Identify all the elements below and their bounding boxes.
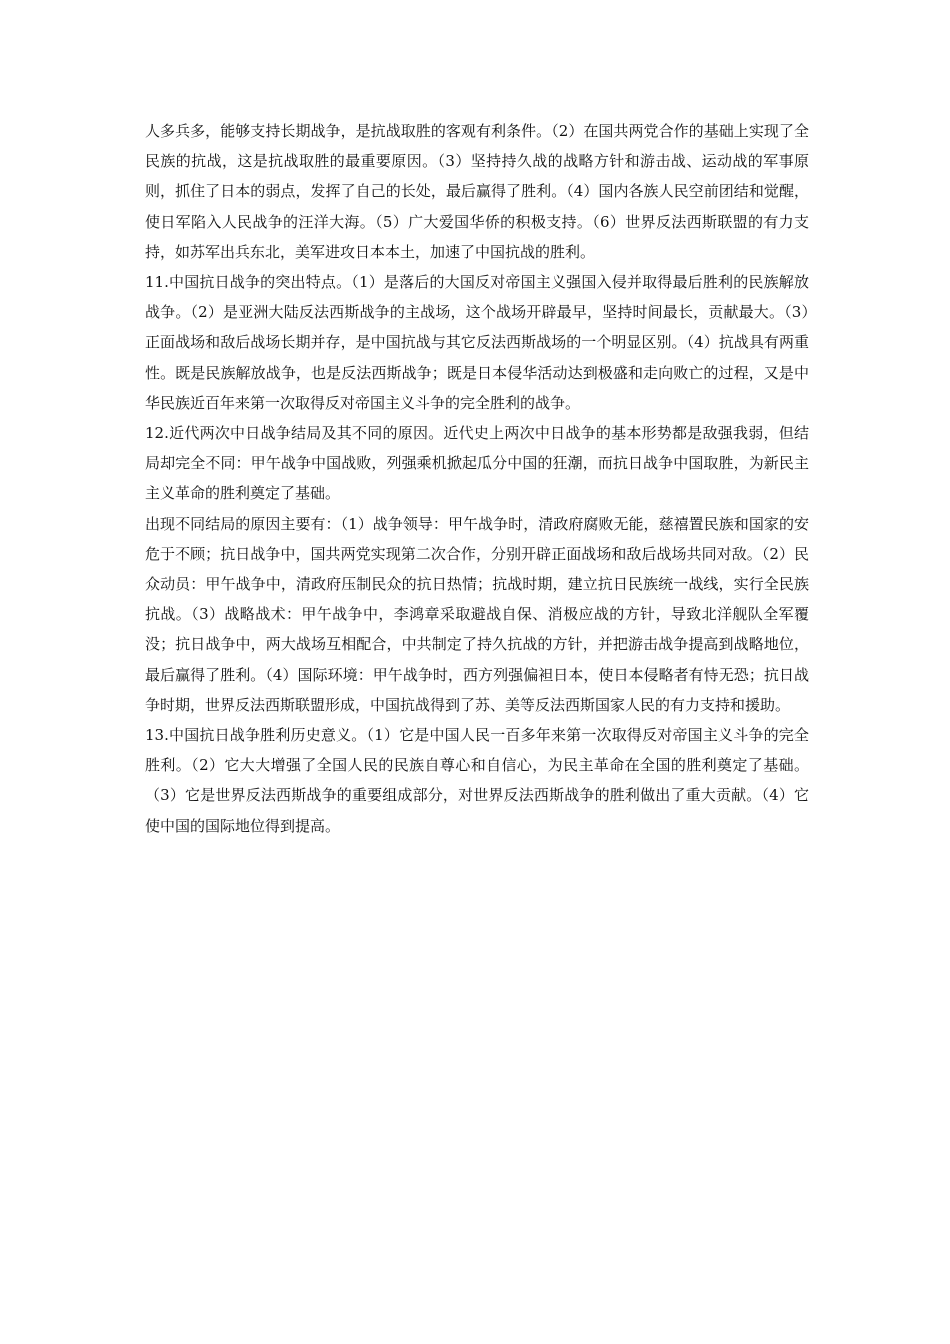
paragraph-victory-reasons: 人多兵多，能够支持长期战争，是抗战取胜的客观有利条件。（2）在国共两党合作的基础上实现了全民族的抗战，这是抗战取胜的最重要原因。（3）坚持持久战的战略方针和游击战、运动战的军事原则，抓住了日本的弱点，发挥了自己的长处，最后赢得了胜利。（4）国内各族人民空前团结和觉醒，使日军陷入人民战争的汪洋大海。（5）广大爱国华侨的积极支持。（6）世界反法西斯联盟的有力支持，如苏军出兵东北，美军进攻日本本土，加速了中国抗战的胜利。 bbox=[145, 122, 809, 261]
paragraph-different-outcome-reasons: 出现不同结局的原因主要有：（1）战争领导：甲午战争时，清政府腐败无能，慈禧置民族和国家的安危于不顾；抗日战争中，国共两党实现第二次合作，分别开辟正面战场和敌后战场共同对敌。（2）民众动员：甲午战争中，清政府压制民众的抗日热情；抗战时期，建立抗日民族统一战线，实行全民族抗战。（3）战略战术：甲午战争中，李鸿章采取避战自保、消极应战的方针，导致北洋舰队全军覆没；抗日战争中，两大战场互相配合，中共制定了持久抗战的方针，并把游击战争提高到战略地位，最后赢得了胜利。（4）国际环境：甲午战争时，西方列强偏袒日本，使日本侵略者有恃无恐；抗日战争时期，世界反法西斯联盟形成，中国抗战得到了苏、美等反法西斯国家人民的有力支持和援助。 bbox=[145, 514, 809, 714]
document-page bbox=[145, 116, 809, 841]
paragraph-two-wars-outcome: 12.近代两次中日战争结局及其不同的原因。近代史上两次中日战争的基本形势都是敌强我弱，但结局却完全不同：甲午战争中国战败，列强乘机掀起瓜分中国的狂潮，而抗日战争中国取胜，为新民主主义革命的胜利奠定了基础。 bbox=[145, 424, 809, 503]
paragraph-historical-significance: 13.中国抗日战争胜利历史意义。（1）它是中国人民一百多年来第一次取得反对帝国主义斗争的完全胜利。（2）它大大增强了全国人民的民族自尊心和自信心，为民主革命在全国的胜利奠定了基础。（3）它是世界反法西斯战争的重要组成部分，对世界反法西斯战争的胜利做出了重大贡献。（4）它使中国的国际地位得到提高。 bbox=[145, 726, 809, 835]
paragraph-war-characteristics: 11.中国抗日战争的突出特点。（1）是落后的大国反对帝国主义强国入侵并取得最后胜利的民族解放战争。（2）是亚洲大陆反法西斯战争的主战场，这个战场开辟最早，坚持时间最长，贡献最大。（3）正面战场和敌后战场长期并存，是中国抗战与其它反法西斯战场的一个明显区别。（4）抗战具有两重性。既是民族解放战争，也是反法西斯战争；既是日本侵华活动达到极盛和走向败亡的过程，又是中华民族近百年来第一次取得反对帝国主义斗争的完全胜利的战争。 bbox=[145, 273, 809, 412]
